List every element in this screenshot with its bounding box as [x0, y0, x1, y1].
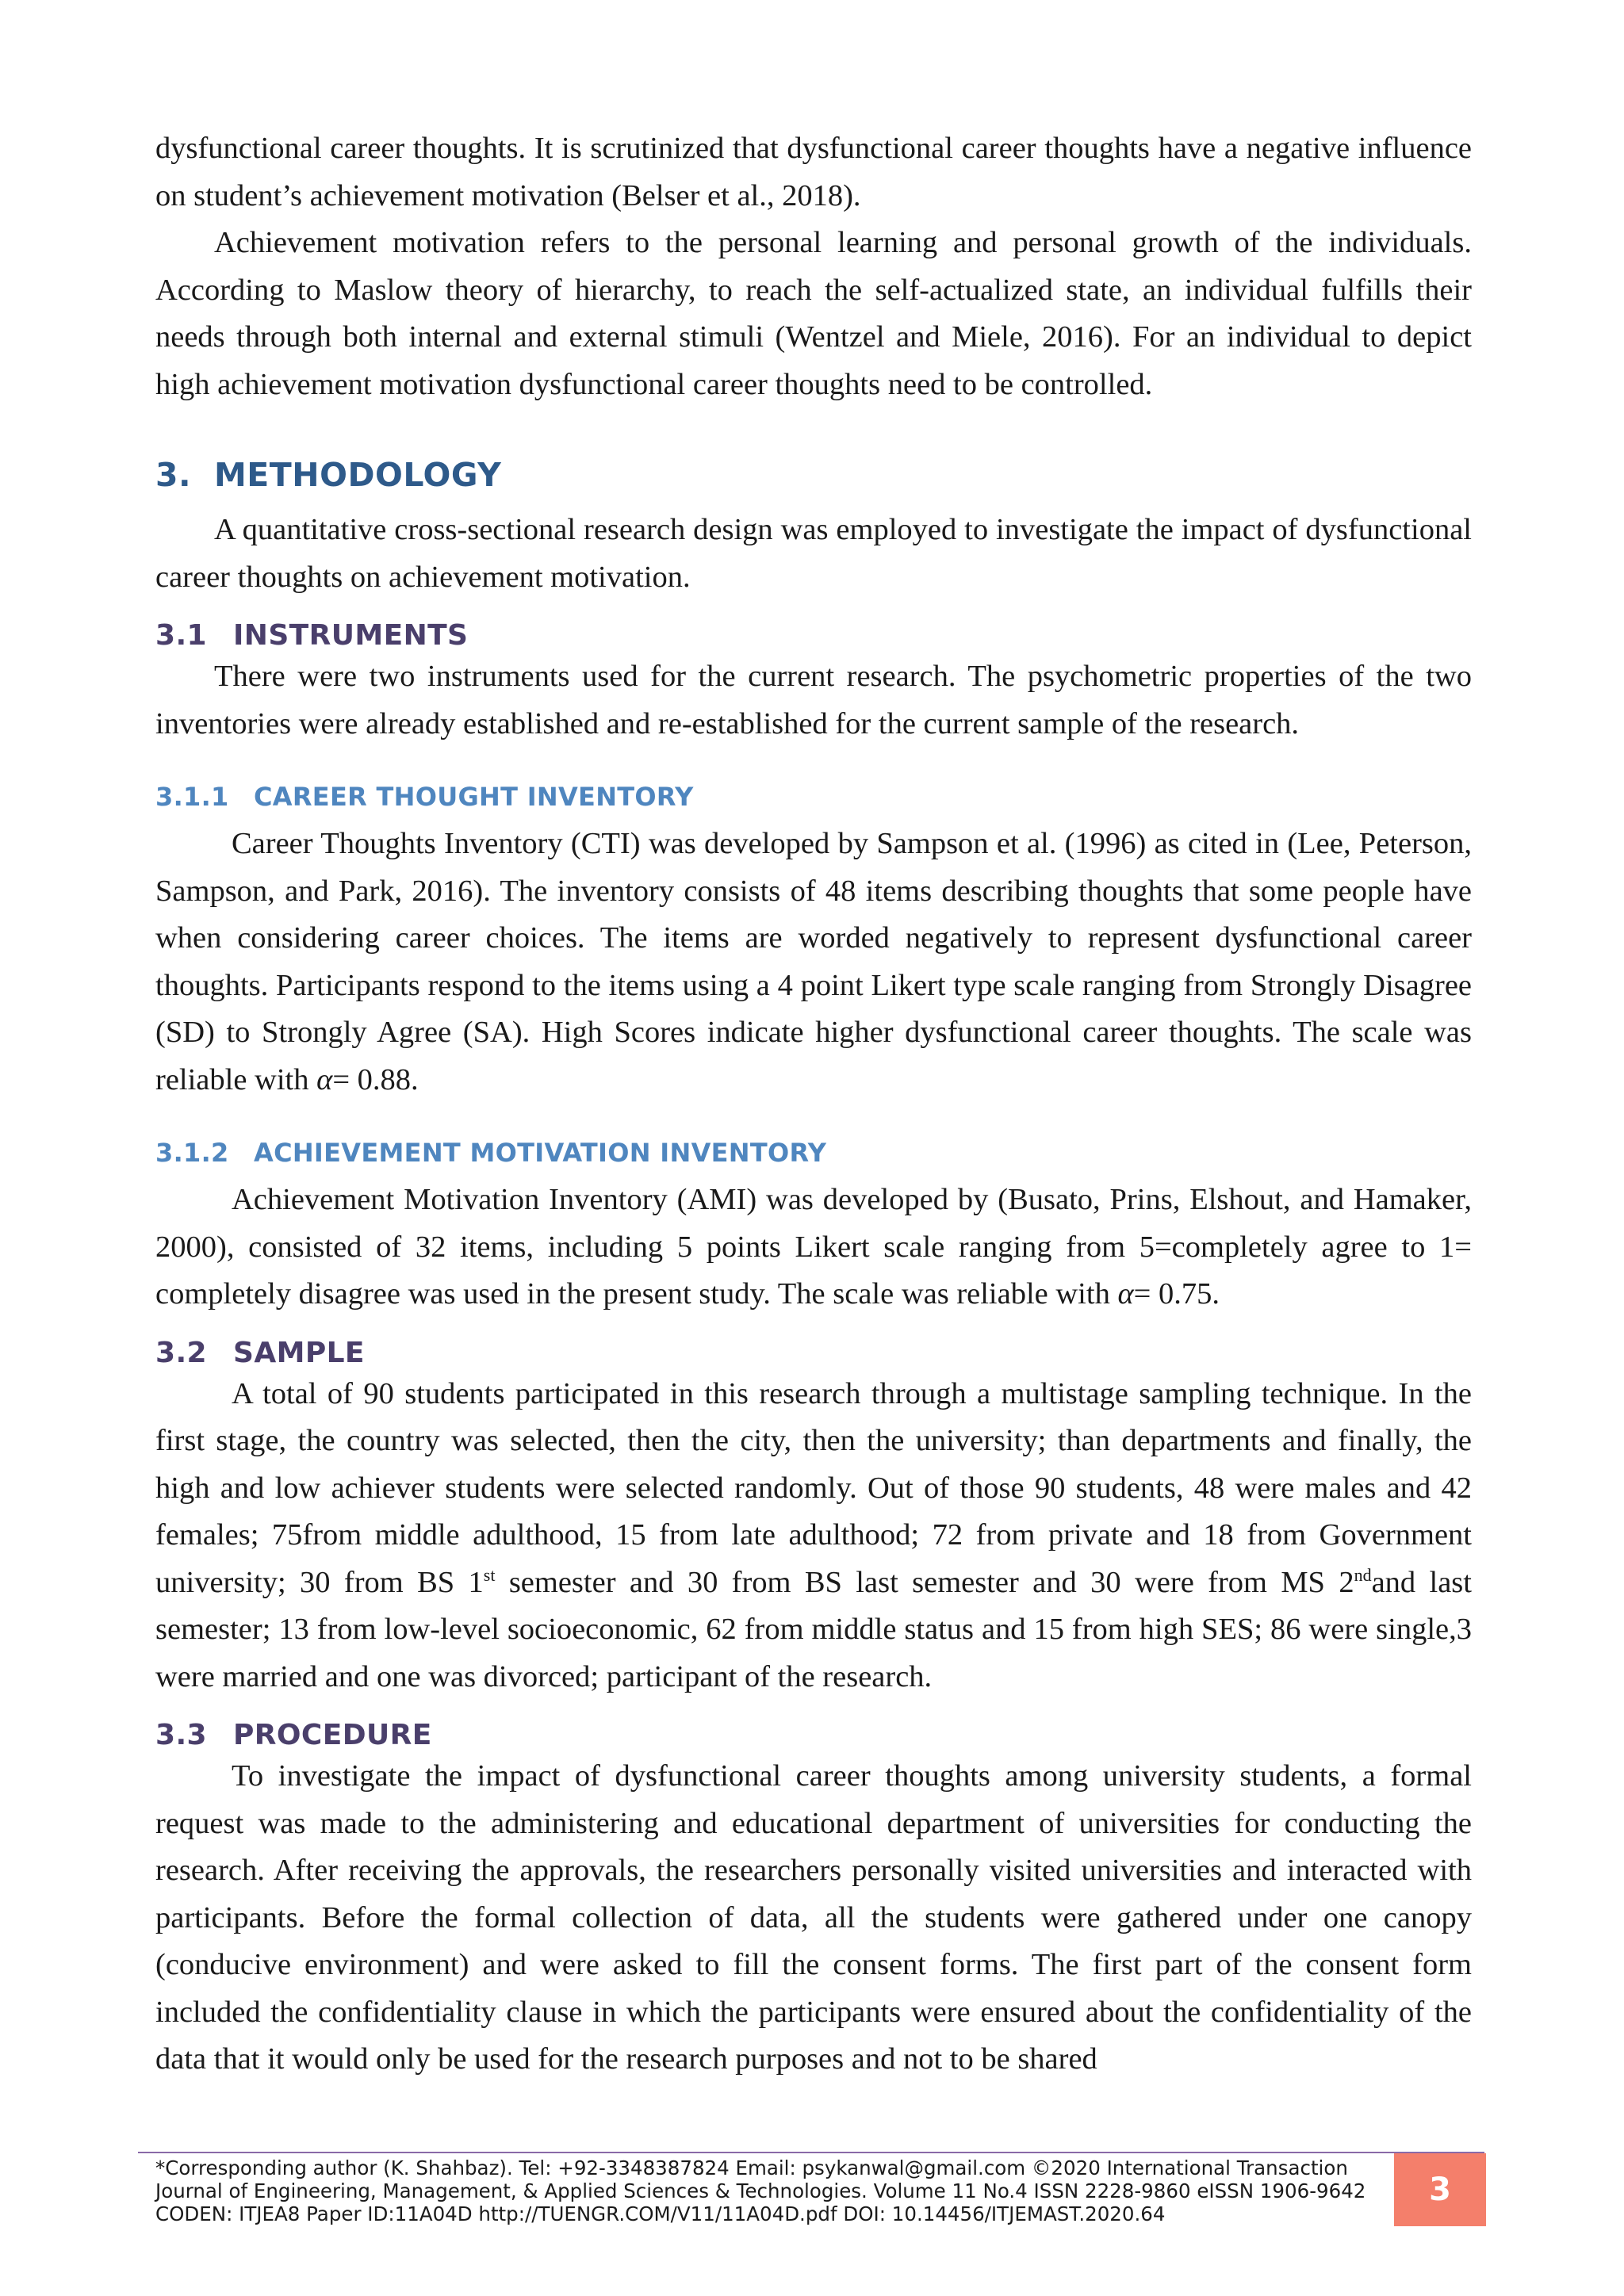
paragraph-sample	[155, 1371, 1472, 1701]
alpha-symbol: α	[1117, 1277, 1134, 1311]
footer-line-2: Journal of Engineering, Management, & Applied Sciences & Technologies. Volume 11 No.4 ISSN 2228-9860 eISSN 1906-9642	[155, 2179, 1366, 2202]
paragraph-procedure: To investigate the impact of dysfunctional career thoughts among university students, a formal request was made to the administering and educational department of universities for conducting the research. After receiving the approvals, the researchers personally visited universities and interacted with participants. Before the formal collection of data, all the students were gathered under one canopy (conducive environment) and were asked to fill the consent forms. The first part of the consent form included the confidentiality clause in which the participants were ensured about the confidentiality of the data that it would only be used for the research purposes and not to be shared	[155, 1759, 1472, 2076]
cti-alpha-value: = 0.88.	[332, 1062, 419, 1096]
superscript-nd: nd	[1354, 1564, 1372, 1585]
paragraph-ami	[155, 1177, 1472, 1318]
section-heading-methodology	[155, 454, 1472, 496]
section-title: METHODOLOGY	[214, 456, 502, 494]
ami-alpha-value: = 0.75.	[1133, 1277, 1220, 1311]
subsection-number: 3.3	[155, 1719, 207, 1751]
superscript-st: st	[483, 1564, 496, 1585]
page-footer	[155, 2156, 1400, 2225]
subsubsection-number: 3.1.1	[155, 782, 229, 812]
subsection-title: INSTRUMENTS	[233, 619, 469, 652]
subsubsection-heading-cti	[155, 779, 1472, 814]
page-number-badge: 3	[1394, 2153, 1486, 2226]
subsubsection-title: ACHIEVEMENT MOTIVATION INVENTORY	[254, 1138, 827, 1168]
subsection-title: SAMPLE	[233, 1336, 365, 1369]
paragraph-methodology: A quantitative cross-sectional research design was employed to investigate the impact of dysfunctional career thoughts on achievement motivation.	[155, 513, 1472, 594]
ami-text: Achievement Motivation Inventory (AMI) was developed by (Busato, Prins, Elshout, and Hamaker, 2000), consisted of 32 items, including 5 points Likert scale ranging from 5=completely agree to 1= completely disagree was used in the present study. The scale was reliable with	[155, 1183, 1472, 1311]
footer-line-3: CODEN: ITJEA8 Paper ID:11A04D http://TUENGR.COM/V11/11A04D.pdf DOI: 10.14456/ITJEMAST.2020.64	[155, 2202, 1166, 2225]
subsubsection-heading-ami	[155, 1135, 1472, 1170]
subsubsection-number: 3.1.2	[155, 1138, 229, 1168]
footer-divider	[138, 2152, 1484, 2153]
subsubsection-title: CAREER THOUGHT INVENTORY	[254, 782, 694, 812]
section-number: 3.	[155, 456, 192, 494]
subsection-heading-procedure	[155, 1718, 1472, 1753]
subsection-heading-sample	[155, 1336, 1472, 1371]
sample-text-b: semester and 30 from BS last semester and 30 were from MS 2	[495, 1565, 1354, 1599]
paragraph-cti	[155, 821, 1472, 1104]
paragraph-instruments: There were two instruments used for the current research. The psychometric properties of the two inventories were already established and re-established for the current sample of the research.	[155, 660, 1472, 740]
sample-text-c: and last semester; 13 from low-level socioeconomic, 62 from middle status and 15 from high SES; 86 were single,3 were married and one was divorced; participant of the research.	[155, 1565, 1472, 1693]
paragraph-intro-continued: dysfunctional career thoughts. It is scrutinized that dysfunctional career thoughts have a negative influence on student’s achievement motivation (Belser et al., 2018).	[155, 132, 1472, 212]
subsection-title: PROCEDURE	[233, 1719, 432, 1751]
subsection-heading-instruments	[155, 618, 1472, 653]
subsection-number: 3.1	[155, 619, 207, 652]
sample-text-a: A total of 90 students participated in this research through a multistage sampling technique. In the first stage, the country was selected, then the city, then the university; than departments and finally, the high and low achiever students were selected randomly. Out of those 90 students, 48 were males and 42 females; 75from middle adulthood, 15 from late adulthood; 72 from private and 18 from Government university; 30 from BS 1	[155, 1376, 1472, 1599]
subsection-number: 3.2	[155, 1336, 207, 1369]
cti-text: Career Thoughts Inventory (CTI) was developed by Sampson et al. (1996) as cited in (Lee, Peterson, Sampson, and Park, 2016). The inventory consists of 48 items describing thoughts that some people have when considering career choices. The items are worded negatively to represent dysfunctional career thoughts. Participants respond to the items using a 4 point Likert type scale ranging from Strongly Disagree (SD) to Strongly Agree (SA). High Scores indicate higher dysfunctional career thoughts. The scale was reliable with	[155, 827, 1472, 1096]
paragraph-achievement-motivation: Achievement motivation refers to the personal learning and personal growth of the individuals. According to Maslow theory of hierarchy, to reach the self-actualized state, an individual fulfills their needs through both internal and external stimuli (Wentzel and Miele, 2016). For an individual to depict high achievement motivation dysfunctional career thoughts need to be controlled.	[155, 226, 1472, 401]
page-body	[155, 125, 1472, 2084]
alpha-symbol: α	[316, 1062, 333, 1096]
footer-line-1: *Corresponding author (K. Shahbaz). Tel: +92-3348387824 Email: psykanwal@gmail.com ©2020 International Transaction	[155, 2156, 1348, 2179]
